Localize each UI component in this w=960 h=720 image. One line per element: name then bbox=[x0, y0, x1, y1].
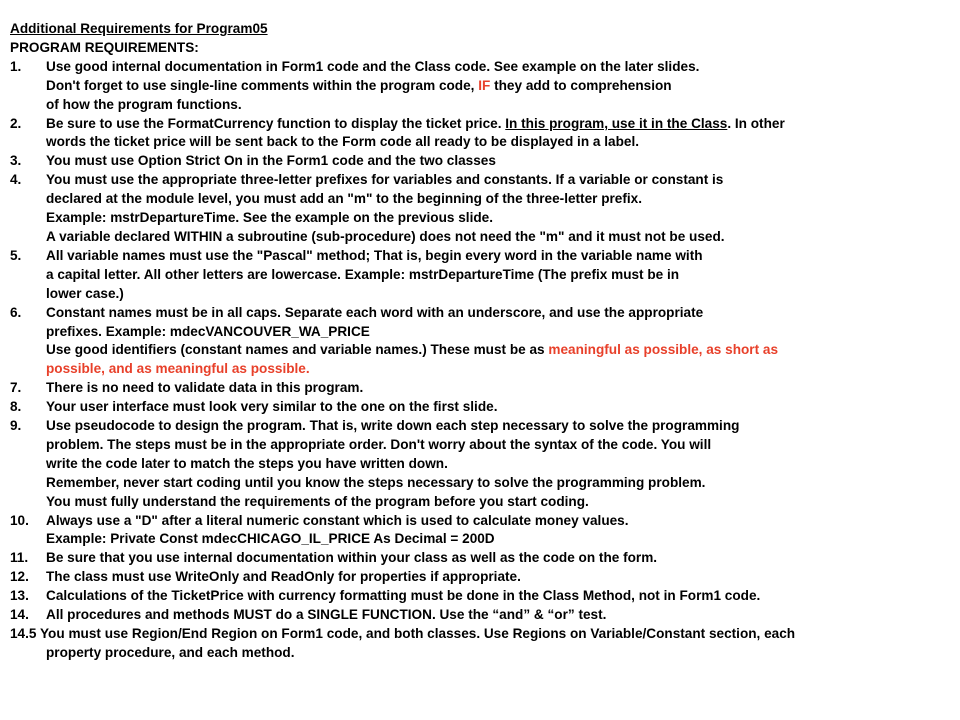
requirement-4-cont: Example: mstrDepartureTime. See the example on the previous slide. bbox=[46, 210, 493, 226]
requirement-6-cont bbox=[10, 341, 960, 360]
item-text: . In other bbox=[727, 115, 785, 131]
item-text: Be sure that you use internal documentation within your class as well as the code on the form. bbox=[46, 550, 658, 566]
requirement-4-cont: declared at the module level, you must add an "m" to the beginning of the three-letter prefix. bbox=[46, 191, 643, 207]
requirement-6 bbox=[10, 304, 960, 323]
item-text: You must use Region/End Region on Form1 code, and both classes. Use Regions on Variable/Constant section, each bbox=[40, 626, 796, 641]
requirement-5-cont: a capital letter. All other letters are lowercase. Example: mstrDepartureTime (The prefix must be in bbox=[46, 266, 680, 282]
requirement-3 bbox=[10, 152, 960, 171]
item-text: Constant names must be in all caps. Separate each word with an underscore, and use the appropriate bbox=[46, 304, 704, 320]
item-number: 1. bbox=[10, 58, 22, 74]
item-number: 5. bbox=[10, 247, 22, 263]
requirement-1-cont bbox=[10, 77, 960, 96]
requirement-9-cont: You must fully understand the requirements of the program before you start coding. bbox=[46, 493, 589, 509]
item-text: Your user interface must look very similar to the one on the first slide. bbox=[46, 399, 498, 415]
item-number: 7. bbox=[10, 380, 22, 396]
item-text: The class must use WriteOnly and ReadOnly for properties if appropriate. bbox=[46, 569, 521, 585]
item-text: Use good internal documentation in Form1 code and the Class code. See example on the later slides. bbox=[46, 58, 700, 74]
requirement-12 bbox=[10, 568, 960, 587]
item-number: 12. bbox=[10, 569, 29, 585]
item-text: All variable names must use the "Pascal" method; That is, begin every word in the variable name with bbox=[46, 247, 703, 263]
item-number: 13. bbox=[10, 588, 29, 604]
item-text: Don't forget to use single-line comments within the program code, bbox=[46, 77, 479, 93]
requirement-6-cont: prefixes. Example: mdecVANCOUVER_WA_PRICE bbox=[46, 323, 370, 339]
item-text: You must use Option Strict On in the Form1 code and the two classes bbox=[46, 153, 496, 169]
underlined-text: In this program, use it in the Class bbox=[505, 115, 728, 131]
item-number: 11. bbox=[10, 550, 29, 566]
requirement-9 bbox=[10, 417, 960, 436]
item-text: All procedures and methods MUST do a SINGLE FUNCTION. Use the “and” & “or” test. bbox=[46, 607, 607, 623]
requirement-5-cont: lower case.) bbox=[46, 285, 124, 301]
requirement-10-cont: Example: Private Const mdecCHICAGO_IL_PRICE As Decimal = 200D bbox=[46, 531, 495, 547]
requirement-7 bbox=[10, 379, 960, 398]
section-heading: PROGRAM REQUIREMENTS: bbox=[10, 39, 199, 55]
emphasis-text: meaningful as possible, as short as bbox=[548, 342, 779, 358]
requirement-1 bbox=[10, 58, 960, 77]
item-number: 6. bbox=[10, 304, 22, 320]
requirement-1-cont: of how the program functions. bbox=[46, 96, 242, 112]
item-text: There is no need to validate data in this program. bbox=[46, 380, 364, 396]
item-number: 2. bbox=[10, 115, 22, 131]
requirement-4-cont: A variable declared WITHIN a subroutine (sub-procedure) does not need the "m" and it must not be used. bbox=[46, 228, 725, 244]
item-number: 8. bbox=[10, 399, 22, 415]
requirement-13 bbox=[10, 587, 960, 606]
requirement-14-5 bbox=[10, 625, 960, 644]
emphasis-text: IF bbox=[478, 77, 491, 93]
requirement-9-cont: Remember, never start coding until you know the steps necessary to solve the programming problem. bbox=[46, 474, 706, 490]
item-number: 14. bbox=[10, 607, 29, 623]
requirement-9-cont: problem. The steps must be in the appropriate order. Don't worry about the syntax of the code. You will bbox=[46, 436, 712, 452]
requirement-11 bbox=[10, 549, 960, 568]
item-number: 3. bbox=[10, 153, 22, 169]
item-number: 10. bbox=[10, 512, 29, 528]
item-text: Use good identifiers (constant names and variable names.) These must be as bbox=[46, 342, 549, 358]
requirement-10 bbox=[10, 512, 960, 531]
requirement-8 bbox=[10, 398, 960, 417]
requirement-4 bbox=[10, 171, 960, 190]
requirement-5 bbox=[10, 247, 960, 266]
item-text: Be sure to use the FormatCurrency function to display the ticket price. bbox=[46, 115, 506, 131]
item-number: 4. bbox=[10, 172, 22, 188]
item-text: Always use a "D" after a literal numeric constant which is used to calculate money values. bbox=[46, 512, 629, 528]
requirement-2-cont: words the ticket price will be sent back to the Form code all ready to be displayed in a label. bbox=[46, 134, 640, 150]
document-title: Additional Requirements for Program05 bbox=[10, 21, 268, 36]
item-text: You must use the appropriate three-letter prefixes for variables and constants. If a variable or constant is bbox=[46, 172, 724, 188]
item-text: Use pseudocode to design the program. That is, write down each step necessary to solve the programming bbox=[46, 418, 740, 434]
item-number: 9. bbox=[10, 418, 22, 434]
requirement-9-cont: write the code later to match the steps you have written down. bbox=[46, 455, 448, 471]
item-number: 14.5 bbox=[10, 626, 37, 641]
requirement-14 bbox=[10, 606, 960, 625]
item-text: Calculations of the TicketPrice with currency formatting must be done in the Class Method, not in Form1 code. bbox=[46, 588, 761, 604]
requirement-2 bbox=[10, 115, 960, 134]
requirement-6-cont: possible, and as meaningful as possible. bbox=[46, 361, 310, 377]
requirement-14-5-cont: property procedure, and each method. bbox=[46, 644, 295, 660]
item-text: they add to comprehension bbox=[490, 77, 672, 93]
